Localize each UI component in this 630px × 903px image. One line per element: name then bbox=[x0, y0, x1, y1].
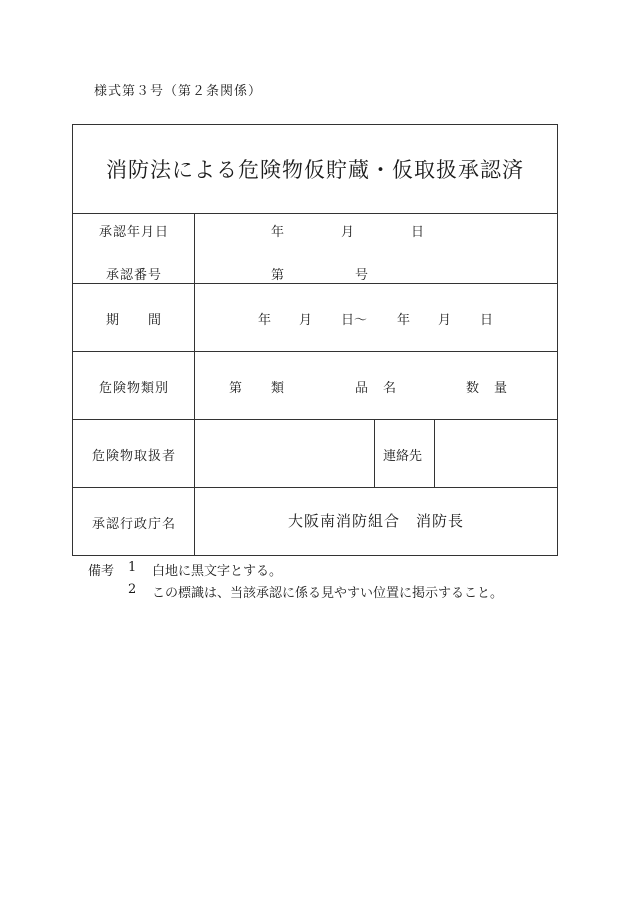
approval-number-suffix: 号 bbox=[355, 268, 369, 283]
notes-heading: 備考 bbox=[88, 564, 115, 579]
category-name-char-1: 品 bbox=[355, 381, 369, 396]
handler-divider-2 bbox=[434, 420, 435, 487]
note-2-number: 2 bbox=[128, 582, 137, 597]
approval-month: 月 bbox=[341, 225, 355, 240]
approval-year: 年 bbox=[271, 225, 285, 240]
handler-label-cell bbox=[73, 420, 195, 487]
period-row bbox=[73, 284, 557, 352]
period-from-month: 月 bbox=[299, 313, 313, 328]
category-qty-char-2: 量 bbox=[494, 381, 508, 396]
approval-number-label: 承認番号 bbox=[105, 268, 162, 283]
category-label-cell bbox=[73, 352, 195, 419]
category-row bbox=[73, 352, 557, 420]
category-class-prefix: 第 bbox=[229, 381, 243, 396]
handler-label: 危険物取扱者 bbox=[91, 449, 176, 464]
approval-date-label: 承認年月日 bbox=[98, 225, 169, 240]
category-label: 危険物類別 bbox=[98, 381, 169, 396]
period-to-year: 年 bbox=[397, 313, 411, 328]
category-qty-char-1: 数 bbox=[466, 381, 480, 396]
period-label: 期 間 bbox=[105, 313, 162, 328]
handler-divider-1 bbox=[374, 420, 375, 487]
form-number-label: 様式第３号（第２条関係） bbox=[94, 84, 263, 99]
period-to-day: 日 bbox=[480, 313, 494, 328]
approval-row bbox=[73, 214, 557, 284]
period-label-cell bbox=[73, 284, 195, 351]
approval-day: 日 bbox=[411, 225, 425, 240]
authority-row bbox=[73, 488, 557, 555]
authority-label-cell bbox=[73, 488, 195, 555]
period-from-day: 日～ bbox=[341, 313, 368, 328]
category-name-char-2: 名 bbox=[383, 381, 397, 396]
sign-table bbox=[72, 124, 558, 556]
contact-label: 連絡先 bbox=[383, 449, 423, 464]
authority-value: 大阪南消防組合 消防長 bbox=[287, 512, 464, 530]
note-1-number: 1 bbox=[128, 560, 137, 575]
sign-title: 消防法による危険物仮貯蔵・仮取扱承認済 bbox=[73, 125, 557, 214]
approval-label-cell bbox=[73, 214, 195, 283]
approval-number-prefix: 第 bbox=[271, 268, 285, 283]
note-1-text: 白地に黒文字とする。 bbox=[152, 564, 283, 579]
period-from-year: 年 bbox=[258, 313, 272, 328]
handler-row bbox=[73, 420, 557, 488]
category-class-suffix: 類 bbox=[271, 381, 285, 396]
authority-label: 承認行政庁名 bbox=[91, 517, 176, 532]
note-2-text: この標識は、当該承認に係る見やすい位置に掲示すること。 bbox=[152, 586, 504, 601]
period-to-month: 月 bbox=[438, 313, 452, 328]
